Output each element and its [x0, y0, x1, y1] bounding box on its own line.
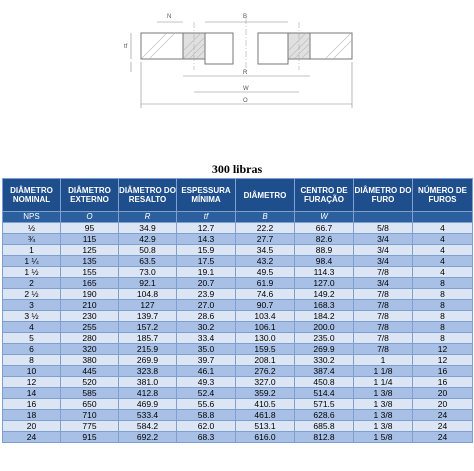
table-cell: 8 — [413, 333, 473, 344]
subheader-r: R — [119, 212, 177, 223]
table-cell: 520 — [61, 377, 119, 388]
table-cell: 650 — [61, 399, 119, 410]
table-cell: 1 5/8 — [354, 432, 413, 443]
table-cell: 42.9 — [119, 234, 177, 245]
subheader-hole — [354, 212, 413, 223]
table-cell: 2 ½ — [3, 289, 61, 300]
table-cell: 1 ½ — [3, 267, 61, 278]
table-cell: 4 — [413, 223, 473, 234]
table-cell: 4 — [3, 322, 61, 333]
table-cell: 8 — [413, 278, 473, 289]
table-cell: 106.1 — [236, 322, 295, 333]
table-cell: 269.9 — [119, 355, 177, 366]
table-cell: 616.0 — [236, 432, 295, 443]
table-cell: 7/8 — [354, 300, 413, 311]
table-cell: 8 — [413, 289, 473, 300]
table-cell: 104.8 — [119, 289, 177, 300]
table-cell: 5 — [3, 333, 61, 344]
table-cell: 4 — [413, 245, 473, 256]
table-cell: 235.0 — [295, 333, 354, 344]
table-row — [3, 333, 473, 344]
table-cell: 8 — [413, 311, 473, 322]
table-cell: 63.5 — [119, 256, 177, 267]
table-cell: 16 — [413, 366, 473, 377]
table-cell: 165 — [61, 278, 119, 289]
table-cell: 34.5 — [236, 245, 295, 256]
table-cell: 812.8 — [295, 432, 354, 443]
table-cell: 5/8 — [354, 223, 413, 234]
table-cell: 20 — [3, 421, 61, 432]
subheader-b: B — [236, 212, 295, 223]
flange-dimensions-table — [2, 178, 473, 443]
table-row — [3, 300, 473, 311]
table-cell: 323.8 — [119, 366, 177, 377]
table-cell: 280 — [61, 333, 119, 344]
table-cell: 184.2 — [295, 311, 354, 322]
table-cell: 1 — [354, 355, 413, 366]
table-cell: 43.2 — [236, 256, 295, 267]
table-row — [3, 344, 473, 355]
table-cell: 24 — [413, 410, 473, 421]
table-cell: 90.7 — [236, 300, 295, 311]
table-cell: 114.3 — [295, 267, 354, 278]
table-cell: 3/4 — [354, 256, 413, 267]
table-cell: 450.8 — [295, 377, 354, 388]
table-row — [3, 278, 473, 289]
table-cell: 584.2 — [119, 421, 177, 432]
dimension-label-w: W — [243, 86, 249, 92]
table-cell: 276.2 — [236, 366, 295, 377]
table-cell: 381.0 — [119, 377, 177, 388]
table-row — [3, 267, 473, 278]
table-cell: 387.4 — [295, 366, 354, 377]
subheader-nps: NPS — [3, 212, 61, 223]
table-cell: 1 — [3, 245, 61, 256]
flange-right-section — [258, 33, 352, 64]
table-cell: 327.0 — [236, 377, 295, 388]
table-cell: 50.8 — [119, 245, 177, 256]
table-cell: 20 — [413, 388, 473, 399]
table-cell: 20.7 — [177, 278, 236, 289]
table-cell: 8 — [413, 322, 473, 333]
table-cell: 98.4 — [295, 256, 354, 267]
table-cell: 28.6 — [177, 311, 236, 322]
header-bolt-circle: CENTRO DE FURAÇÃO — [295, 179, 354, 212]
table-cell: 73.0 — [119, 267, 177, 278]
table-cell: 3 — [3, 300, 61, 311]
table-cell: 27.0 — [177, 300, 236, 311]
subheader-o: O — [61, 212, 119, 223]
table-cell: 12 — [3, 377, 61, 388]
table-cell: 320 — [61, 344, 119, 355]
table-cell: 34.9 — [119, 223, 177, 234]
table-cell: 412.8 — [119, 388, 177, 399]
table-cell: 68.3 — [177, 432, 236, 443]
table-cell: 127 — [119, 300, 177, 311]
table-cell: 39.7 — [177, 355, 236, 366]
table-cell: 4 — [413, 256, 473, 267]
table-cell: 359.2 — [236, 388, 295, 399]
table-cell: 125 — [61, 245, 119, 256]
table-cell: 775 — [61, 421, 119, 432]
table-cell: 4 — [413, 267, 473, 278]
table-cell: 692.2 — [119, 432, 177, 443]
table-cell: 7/8 — [354, 267, 413, 278]
subheader-tf: tf — [177, 212, 236, 223]
table-cell: 155 — [61, 267, 119, 278]
table-cell: 410.5 — [236, 399, 295, 410]
table-cell: 127.0 — [295, 278, 354, 289]
header-number-of-holes: NÚMERO DE FUROS — [413, 179, 473, 212]
table-row — [3, 421, 473, 432]
table-cell: 157.2 — [119, 322, 177, 333]
table-row — [3, 432, 473, 443]
table-cell: 200.0 — [295, 322, 354, 333]
table-cell: 24 — [413, 421, 473, 432]
table-row — [3, 355, 473, 366]
header-minimum-thickness: ESPESSURA MÍNIMA — [177, 179, 236, 212]
dimension-label-b: B — [243, 14, 248, 20]
table-cell: 6 — [3, 344, 61, 355]
table-cell: 52.4 — [177, 388, 236, 399]
table-row — [3, 311, 473, 322]
table-title: 300 libras — [211, 162, 263, 176]
table-cell: 1 3/8 — [354, 399, 413, 410]
table-cell: 12.7 — [177, 223, 236, 234]
table-cell: 15.9 — [177, 245, 236, 256]
table-cell: 14.3 — [177, 234, 236, 245]
table-cell: 8 — [413, 300, 473, 311]
header-row — [3, 179, 473, 212]
table-row — [3, 399, 473, 410]
header-hole-diameter: DIÂMETRO DO FURO — [354, 179, 413, 212]
table-cell: 3 ½ — [3, 311, 61, 322]
table-cell: 27.7 — [236, 234, 295, 245]
table-cell: 710 — [61, 410, 119, 421]
table-cell: 95 — [61, 223, 119, 234]
table-cell: 92.1 — [119, 278, 177, 289]
table-cell: 139.7 — [119, 311, 177, 322]
table-cell: 66.7 — [295, 223, 354, 234]
table-cell: 1 ¼ — [3, 256, 61, 267]
table-cell: 30.2 — [177, 322, 236, 333]
table-cell: 1 3/8 — [354, 421, 413, 432]
table-cell: 46.1 — [177, 366, 236, 377]
table-cell: 12 — [413, 355, 473, 366]
table-cell: 49.5 — [236, 267, 295, 278]
flange-cross-section-drawing — [0, 0, 474, 160]
header-external-diameter: DIÂMETRO EXTERNO — [61, 179, 119, 212]
table-cell: 514.4 — [295, 388, 354, 399]
table-cell: ½ — [3, 223, 61, 234]
table-cell: 74.6 — [236, 289, 295, 300]
table-row — [3, 223, 473, 234]
table-cell: 16 — [413, 377, 473, 388]
table-cell: 4 — [413, 234, 473, 245]
table-cell: 7/8 — [354, 311, 413, 322]
table-cell: 7/8 — [354, 344, 413, 355]
table-cell: ¾ — [3, 234, 61, 245]
table-cell: 12 — [413, 344, 473, 355]
table-cell: 149.2 — [295, 289, 354, 300]
table-cell: 461.8 — [236, 410, 295, 421]
table-cell: 513.1 — [236, 421, 295, 432]
table-cell: 1 3/8 — [354, 410, 413, 421]
table-cell: 445 — [61, 366, 119, 377]
dimension-label-n: N — [167, 14, 172, 20]
table-cell: 24 — [413, 432, 473, 443]
dimension-label-o: O — [243, 98, 248, 104]
table-cell: 130.0 — [236, 333, 295, 344]
table-row — [3, 245, 473, 256]
table-cell: 61.9 — [236, 278, 295, 289]
table-cell: 185.7 — [119, 333, 177, 344]
table-body — [3, 223, 473, 443]
table-cell: 49.3 — [177, 377, 236, 388]
header-raised-face-diameter: DIÂMETRO DO RESALTO — [119, 179, 177, 212]
table-cell: 3/4 — [354, 234, 413, 245]
table-cell: 115 — [61, 234, 119, 245]
table-cell: 24 — [3, 432, 61, 443]
table-cell: 10 — [3, 366, 61, 377]
subheader-count — [413, 212, 473, 223]
table-cell: 255 — [61, 322, 119, 333]
table-cell: 7/8 — [354, 289, 413, 300]
table-cell: 33.4 — [177, 333, 236, 344]
table-cell: 1 1/8 — [354, 366, 413, 377]
table-cell: 7/8 — [354, 333, 413, 344]
table-cell: 19.1 — [177, 267, 236, 278]
table-cell: 628.6 — [295, 410, 354, 421]
table-cell: 1 3/8 — [354, 388, 413, 399]
table-row — [3, 289, 473, 300]
table-cell: 380 — [61, 355, 119, 366]
table-row — [3, 366, 473, 377]
table-cell: 159.5 — [236, 344, 295, 355]
table-row — [3, 410, 473, 421]
table-cell: 3/4 — [354, 278, 413, 289]
table-cell: 215.9 — [119, 344, 177, 355]
table-cell: 571.5 — [295, 399, 354, 410]
table-cell: 58.8 — [177, 410, 236, 421]
table-cell: 585 — [61, 388, 119, 399]
table-cell: 17.5 — [177, 256, 236, 267]
table-cell: 915 — [61, 432, 119, 443]
table-cell: 168.3 — [295, 300, 354, 311]
table-row — [3, 377, 473, 388]
table-cell: 469.9 — [119, 399, 177, 410]
flange-left-section — [141, 33, 233, 64]
table-row — [3, 388, 473, 399]
subheader-row — [3, 212, 473, 223]
table-cell: 7/8 — [354, 322, 413, 333]
table-cell: 22.2 — [236, 223, 295, 234]
table-cell: 14 — [3, 388, 61, 399]
table-cell: 18 — [3, 410, 61, 421]
table-row — [3, 322, 473, 333]
dimension-label-r: R — [243, 70, 248, 76]
table-cell: 2 — [3, 278, 61, 289]
header-bore-diameter: DIÂMETRO — [236, 179, 295, 212]
table-cell: 3/4 — [354, 245, 413, 256]
subheader-w: W — [295, 212, 354, 223]
table-cell: 135 — [61, 256, 119, 267]
table-cell: 208.1 — [236, 355, 295, 366]
table-cell: 88.9 — [295, 245, 354, 256]
table-row — [3, 256, 473, 267]
table-cell: 20 — [413, 399, 473, 410]
table-cell: 8 — [3, 355, 61, 366]
table-cell: 55.6 — [177, 399, 236, 410]
table-cell: 82.6 — [295, 234, 354, 245]
table-cell: 190 — [61, 289, 119, 300]
table-cell: 685.8 — [295, 421, 354, 432]
table-cell: 103.4 — [236, 311, 295, 322]
table-cell: 269.9 — [295, 344, 354, 355]
table-cell: 330.2 — [295, 355, 354, 366]
table-cell: 210 — [61, 300, 119, 311]
table-cell: 533.4 — [119, 410, 177, 421]
table-cell: 23.9 — [177, 289, 236, 300]
table-cell: 1 1/4 — [354, 377, 413, 388]
table-cell: 230 — [61, 311, 119, 322]
header-nominal-diameter: DIÂMETRO NOMINAL — [3, 179, 61, 212]
table-cell: 35.0 — [177, 344, 236, 355]
table-cell: 62.0 — [177, 421, 236, 432]
table-cell: 16 — [3, 399, 61, 410]
dimension-label-tf: tf — [124, 44, 128, 50]
table-row — [3, 234, 473, 245]
